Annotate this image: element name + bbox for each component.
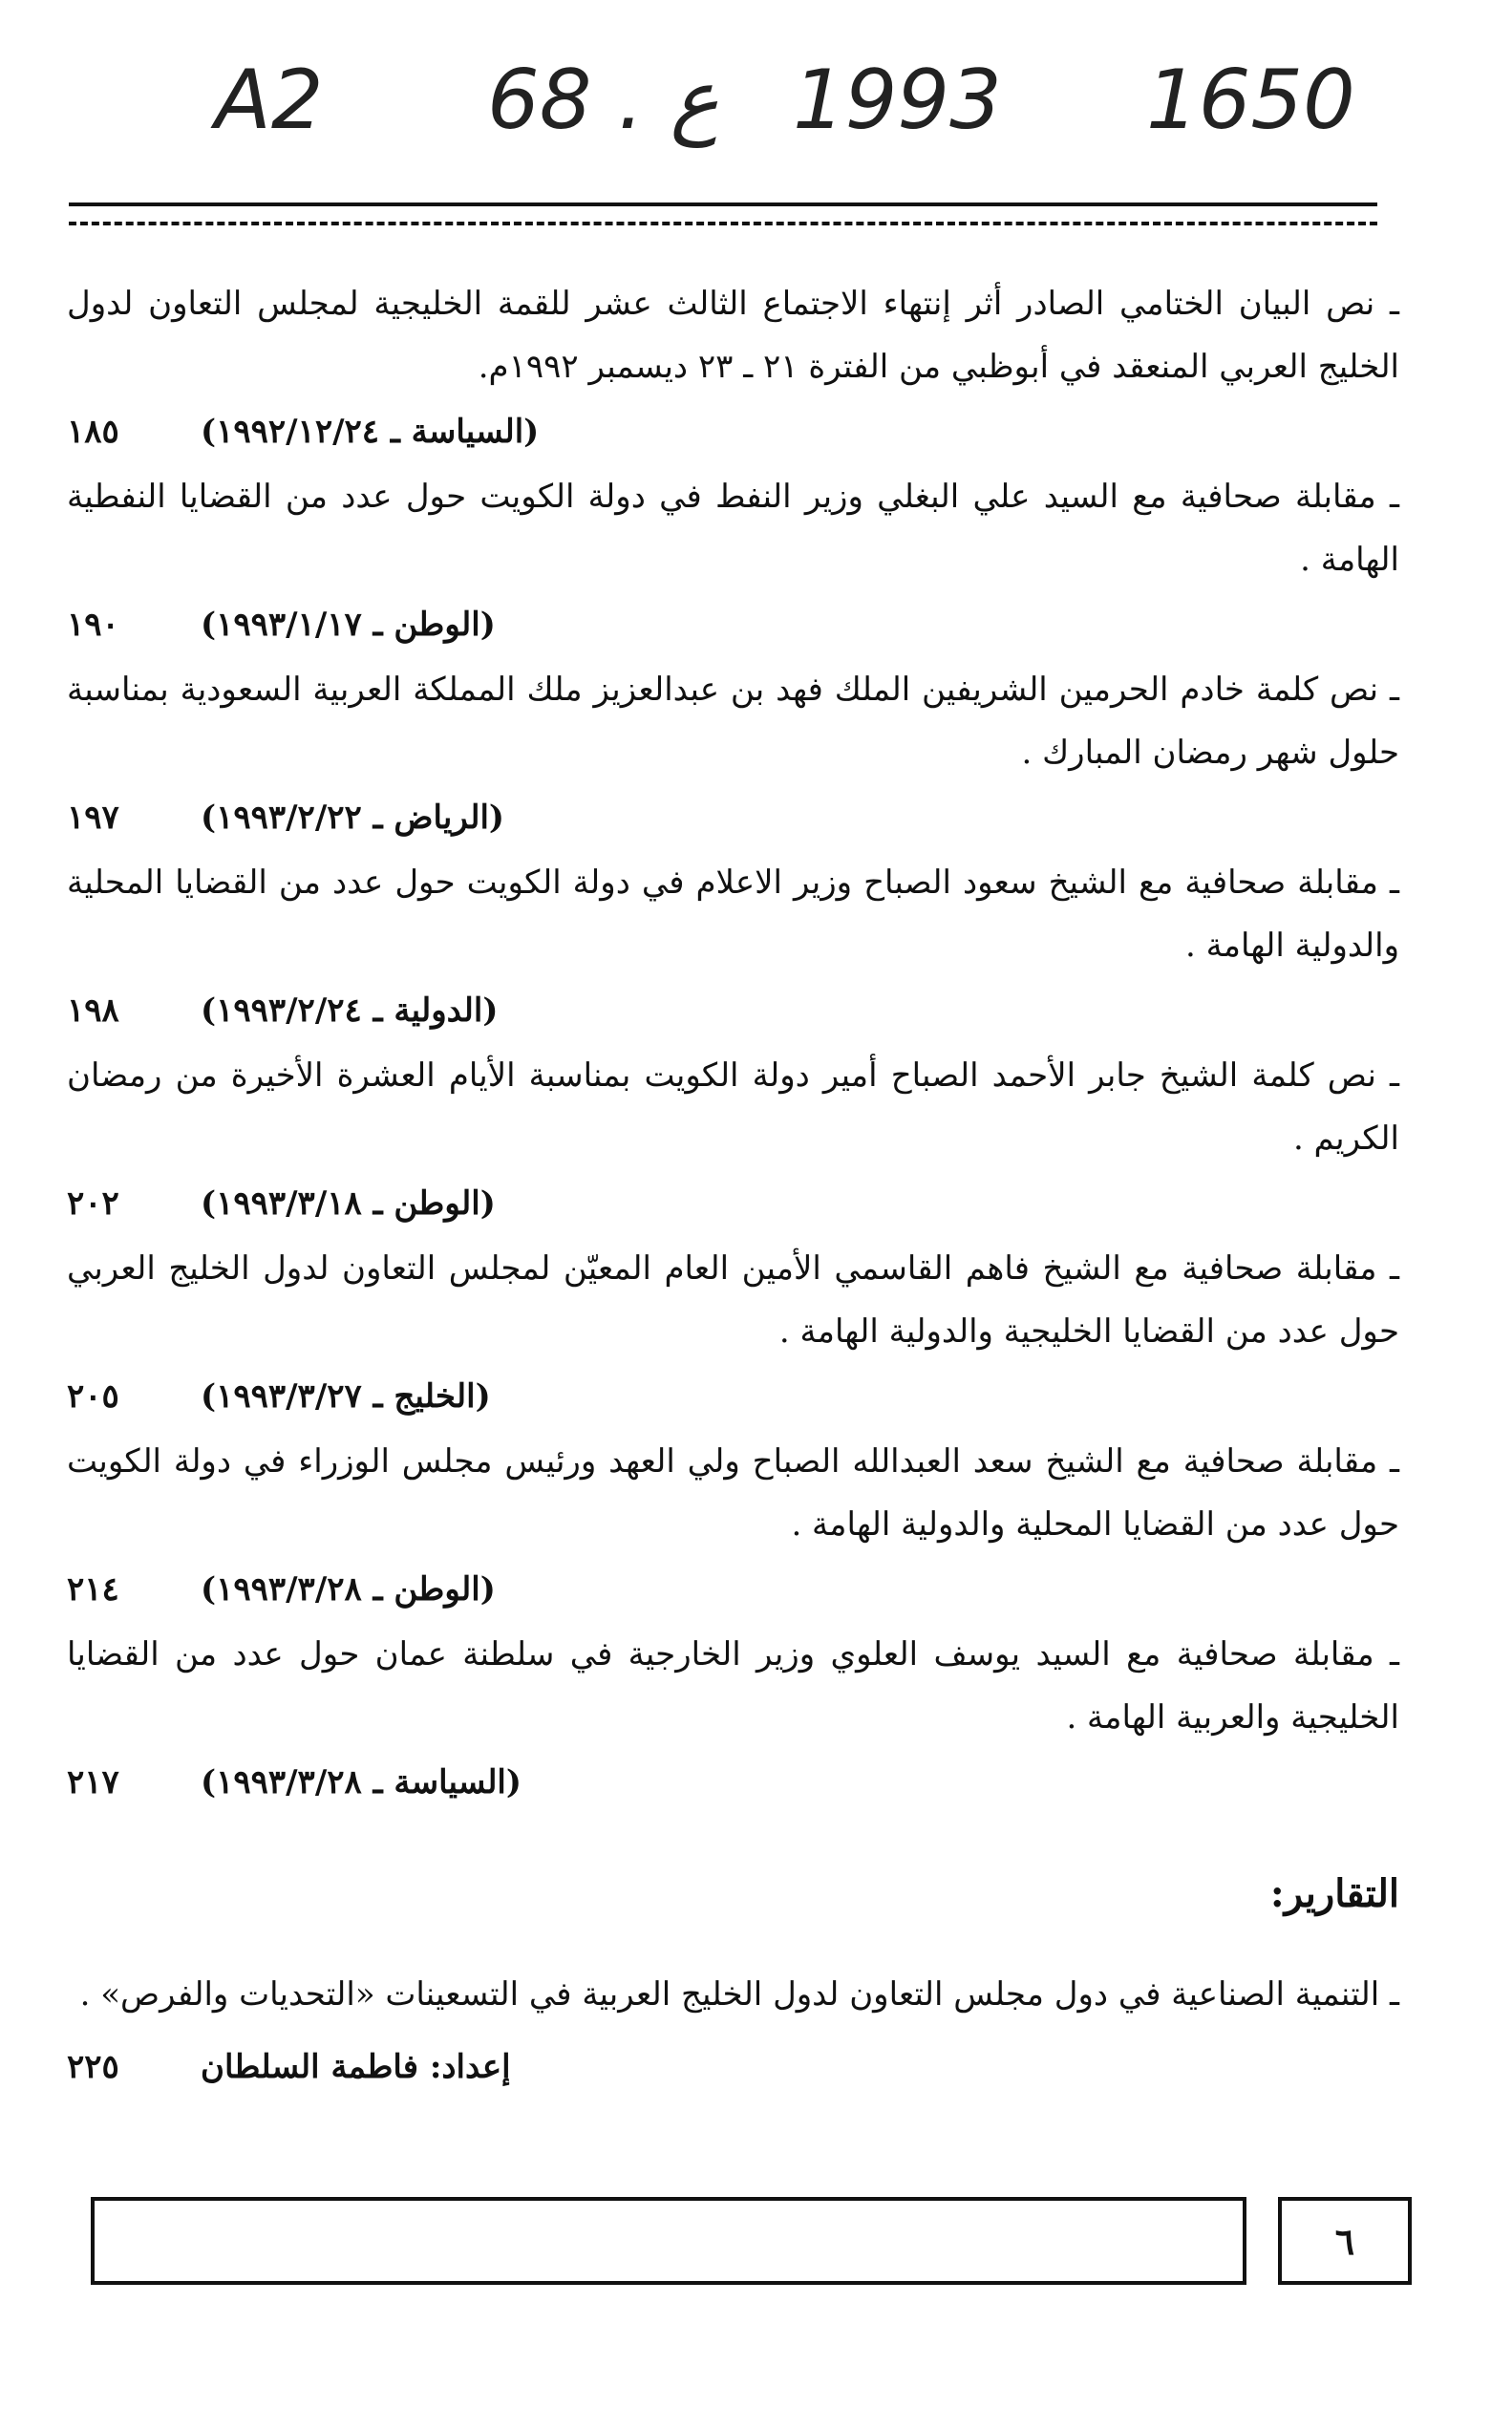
handwritten-year: 1993 (793, 53, 1002, 148)
entry-source: (الرياض ـ ١٩٩٣/٢/٢٢) (201, 799, 504, 837)
entry-source: (السياسة ـ ١٩٩٢/١٢/٢٤) (201, 413, 540, 451)
entry (67, 1623, 1399, 1816)
entry-page: ٢٠٥ (67, 1377, 119, 1416)
entry-text: ـ مقابلة صحافية مع الشيخ فاهم القاسمي الأمين العام المعيّن لمجلس التعاون لدول الخليج العربي حول عدد من القضايا الخليجية والدولية الهامة . (67, 1249, 1399, 1351)
entry (67, 272, 1399, 465)
entry-reference (67, 784, 1399, 851)
entry-reference (67, 1170, 1399, 1237)
entry-source: (الوطن ـ ١٩٩٣/١/١٧) (201, 606, 496, 644)
document-body (67, 272, 1399, 2100)
header-rule-dashed (69, 222, 1377, 225)
report-reference (67, 2034, 1399, 2100)
entry-source: (الوطن ـ ١٩٩٣/٣/٢٨) (201, 1570, 496, 1609)
footer-box (91, 2197, 1246, 2285)
page-number: ٦ (1334, 2219, 1355, 2263)
entry-page: ١٩٨ (67, 991, 119, 1030)
entry-text: ـ مقابلة صحافية مع السيد يوسف العلوي وزير الخارجية في سلطنة عمان حول عدد من القضايا الخليجية والعربية الهامة . (67, 1635, 1399, 1737)
header-rule-solid (69, 203, 1377, 206)
entry-text: ـ نص كلمة خادم الحرمين الشريفين الملك فهد بن عبدالعزيز ملك المملكة العربية السعودية بمناسبة حلول شهر رمضان المبارك . (67, 671, 1399, 772)
report-text: ـ التنمية الصناعية في دول مجلس التعاون لدول الخليج العربية في التسعينات «التحديات والفرص» . (79, 1975, 1399, 2014)
entry (67, 1237, 1399, 1430)
entry-reference (67, 591, 1399, 658)
entry-reference (67, 1556, 1399, 1623)
entry-source: (الوطن ـ ١٩٩٣/٣/١٨) (201, 1184, 496, 1223)
handwritten-serial: 1650 (1146, 53, 1355, 148)
entry (67, 851, 1399, 1044)
entry-source: (السياسة ـ ١٩٩٣/٣/٢٨) (201, 1763, 522, 1801)
entry-text: ـ نص كلمة الشيخ جابر الأحمد الصباح أمير دولة الكويت بمناسبة الأيام العشرة الأخيرة من رمضان الكريم . (67, 1056, 1399, 1158)
entry-source: (الخليج ـ ١٩٩٣/٣/٢٧) (201, 1377, 491, 1416)
entry-text: ـ مقابلة صحافية مع الشيخ سعد العبدالله الصباح ولي العهد ورئيس مجلس الوزراء في دولة الكويت حول عدد من القضايا المحلية والدولية الهامة . (67, 1442, 1399, 1544)
entry (67, 658, 1399, 851)
entry-page: ١٨٥ (67, 413, 119, 451)
report-entry (67, 1961, 1399, 2100)
entry-page: ١٩٠ (67, 606, 119, 644)
reports-heading: التقارير: (1269, 1871, 1399, 1916)
handwritten-number: 68 . ع (487, 53, 719, 148)
entry (67, 1430, 1399, 1623)
entry-page: ١٩٧ (67, 799, 119, 837)
page-number-box (1278, 2197, 1412, 2285)
entry-page: ٢٠٢ (67, 1184, 119, 1223)
entry-text: ـ مقابلة صحافية مع الشيخ سعود الصباح وزير الاعلام في دولة الكويت حول عدد من القضايا المحلية والدولية الهامة . (67, 863, 1399, 965)
entry (67, 1044, 1399, 1237)
report-author: إعداد: فاطمة السلطان (201, 2048, 511, 2086)
entry-page: ٢١٤ (67, 1570, 119, 1609)
report-page: ٢٢٥ (67, 2048, 119, 2086)
entry-reference (67, 977, 1399, 1044)
handwritten-annotation (181, 53, 1414, 177)
entry-text: ـ نص البيان الختامي الصادر أثر إنتهاء الاجتماع الثالث عشر للقمة الخليجية لمجلس التعاون لدول الخليج العربي المنعقد في أبوظبي من الفترة ٢١ ـ ٢٣ ديسمبر ١٩٩٢م. (67, 285, 1399, 386)
entry-text: ـ مقابلة صحافية مع السيد علي البغلي وزير النفط في دولة الكويت حول عدد من القضايا النفطية الهامة . (67, 478, 1399, 579)
entry-source: (الدولية ـ ١٩٩٣/٢/٢٤) (201, 991, 499, 1030)
handwritten-code: A2 (215, 53, 324, 148)
entry-reference (67, 1363, 1399, 1430)
entry-reference (67, 398, 1399, 465)
entry-page: ٢١٧ (67, 1763, 119, 1801)
entry (67, 465, 1399, 658)
entry-reference (67, 1749, 1399, 1816)
